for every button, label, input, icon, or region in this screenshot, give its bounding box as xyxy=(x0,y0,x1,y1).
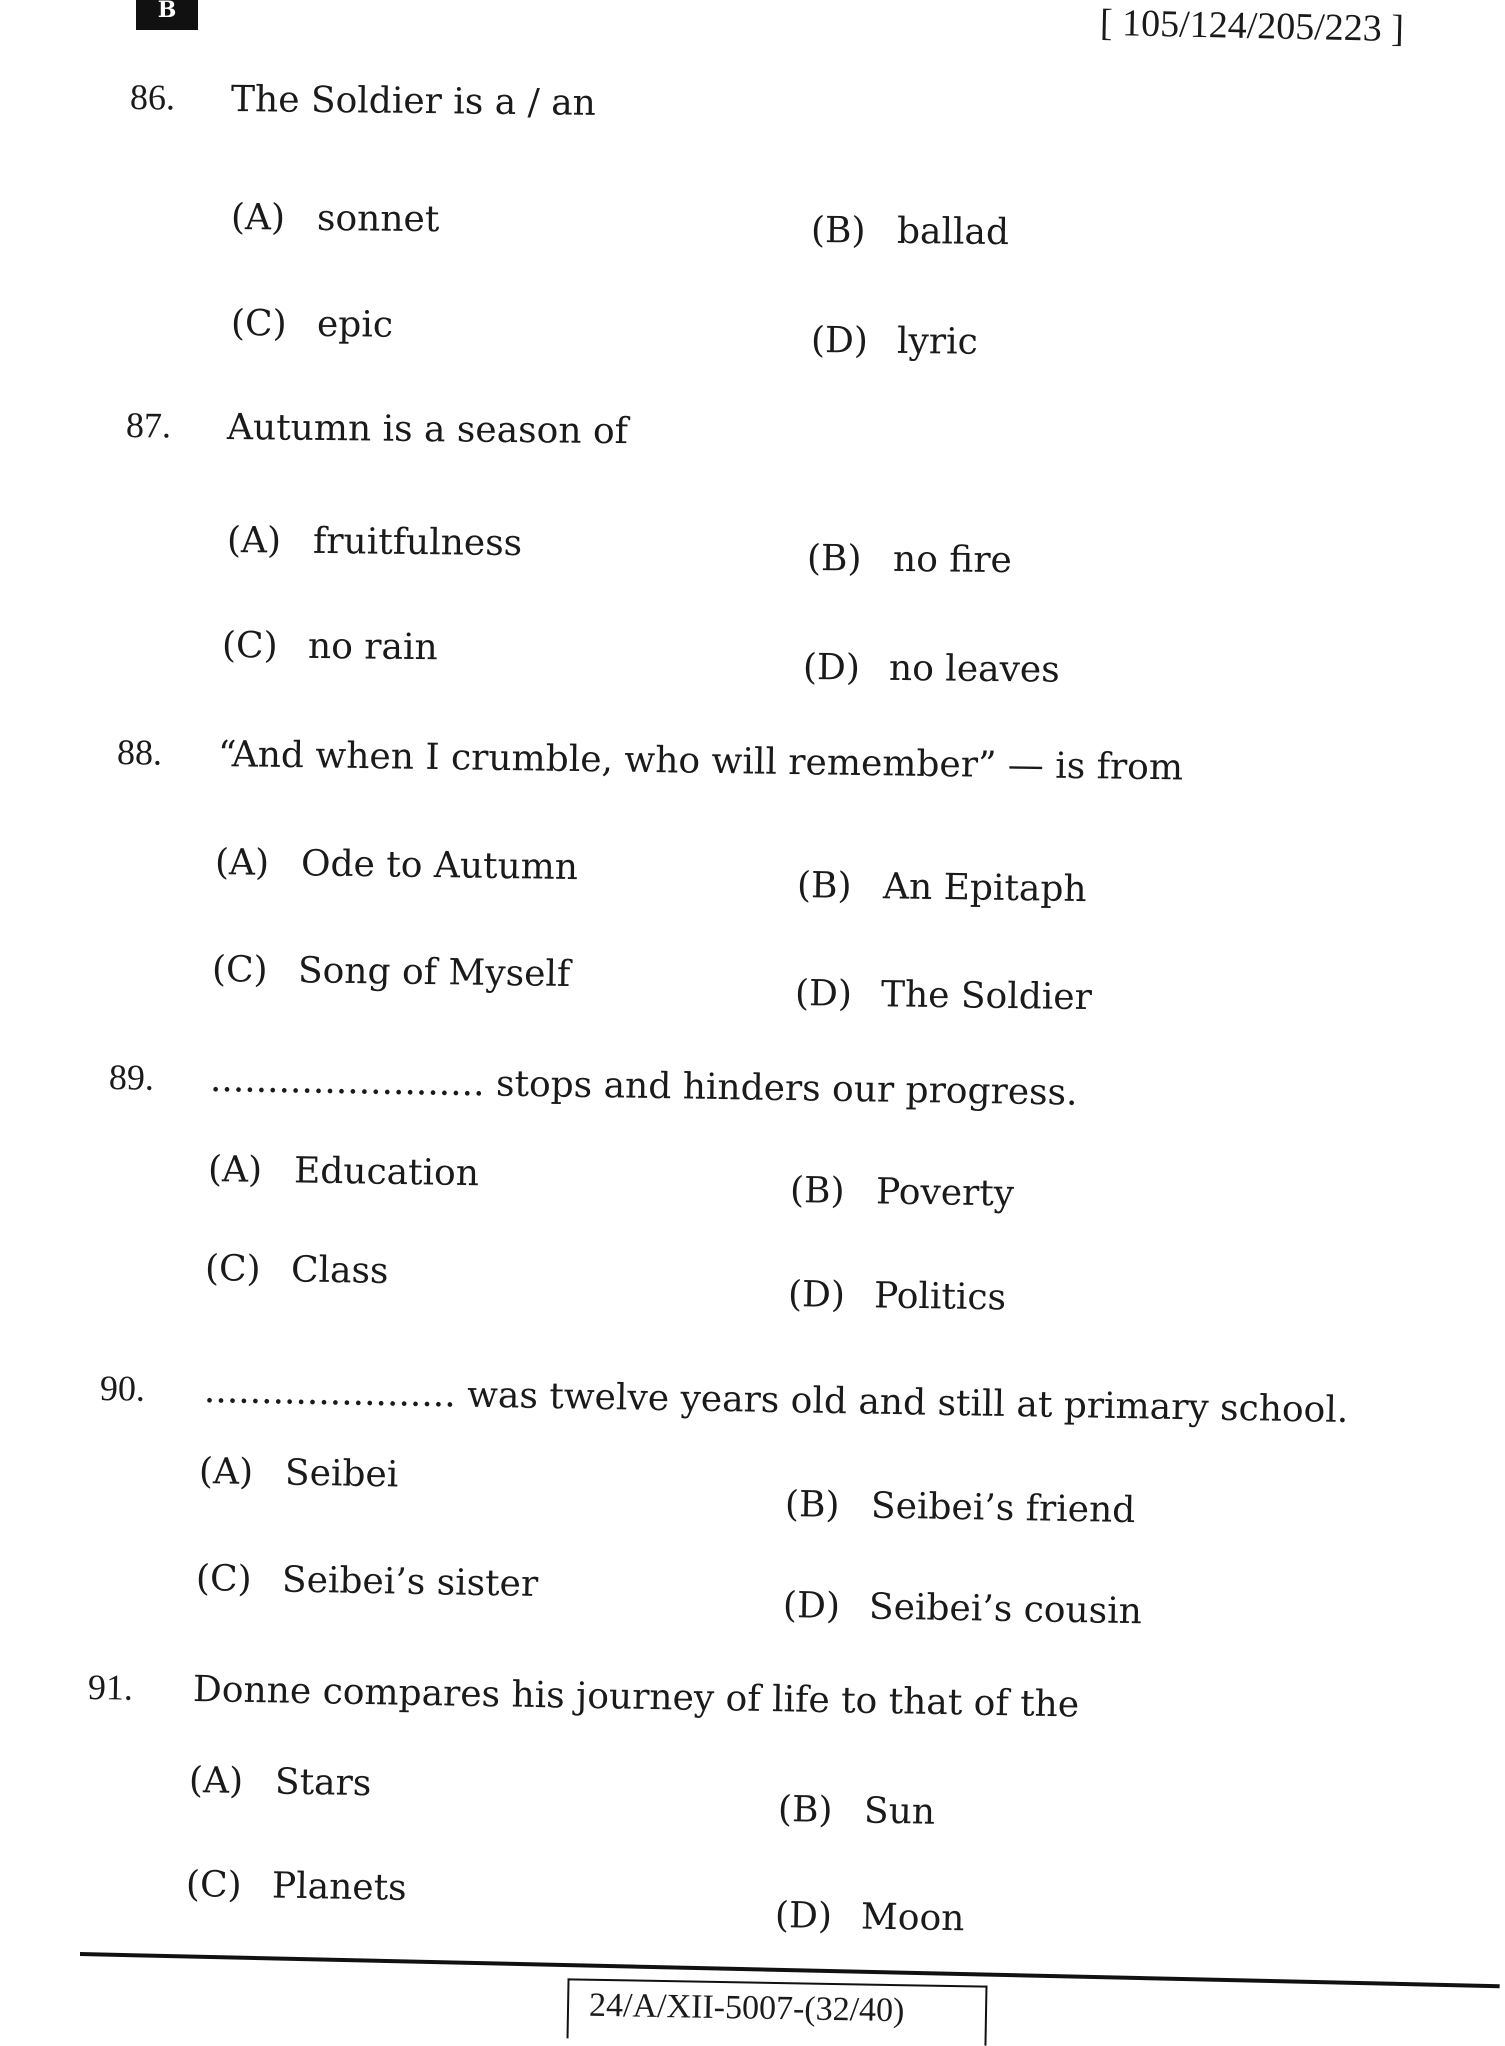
option-text: fruitfulness xyxy=(312,520,523,565)
option-text: Class xyxy=(290,1249,389,1292)
option-a xyxy=(199,1450,399,1497)
option-text: Sun xyxy=(863,1790,936,1833)
option-letter: (A) xyxy=(207,1149,263,1191)
question-number: 90. xyxy=(99,1368,146,1409)
option-letter: (D) xyxy=(787,1274,846,1316)
option-text: Moon xyxy=(860,1896,965,1940)
option-letter: (A) xyxy=(198,1451,254,1493)
option-b xyxy=(785,1483,1136,1533)
question-text: Autumn is a season of xyxy=(226,407,629,453)
option-letter: (A) xyxy=(226,520,282,562)
option-text: The Soldier xyxy=(880,974,1093,1019)
option-b xyxy=(790,1169,1015,1217)
question-text: ........................ stops and hinders our progress. xyxy=(209,1059,1078,1114)
question-number: 86. xyxy=(129,77,176,118)
option-text: Stars xyxy=(274,1761,372,1805)
option-text: sonnet xyxy=(316,197,440,241)
option-letter: (B) xyxy=(796,865,852,907)
option-letter: (D) xyxy=(782,1585,841,1627)
option-text: Planets xyxy=(271,1865,407,1909)
option-a xyxy=(227,519,523,566)
option-text: An Epitaph xyxy=(882,866,1087,911)
option-text: epic xyxy=(316,303,394,346)
option-text: no rain xyxy=(307,625,438,669)
question-text: “And when I crumble, who will remember” — is from xyxy=(217,734,1184,789)
option-b xyxy=(797,864,1087,912)
question-number: 91. xyxy=(87,1667,134,1708)
option-c xyxy=(205,1247,389,1294)
option-text: no leaves xyxy=(888,647,1060,691)
option-letter: (C) xyxy=(230,303,287,345)
option-text: Ode to Autumn xyxy=(300,843,579,889)
option-letter: (C) xyxy=(185,1864,242,1906)
option-a xyxy=(208,1148,480,1196)
option-d xyxy=(788,1273,1007,1320)
option-letter: (B) xyxy=(784,1484,840,1526)
option-letter: (D) xyxy=(774,1895,833,1937)
question-text: The Soldier is a / an xyxy=(230,79,597,124)
option-text: Education xyxy=(293,1150,480,1195)
option-text: Politics xyxy=(873,1275,1007,1319)
option-letter: (C) xyxy=(195,1558,252,1600)
option-text: Seibei’s friend xyxy=(870,1485,1136,1532)
option-c xyxy=(212,948,571,997)
question-text: ...................... was twelve years old and still at primary school. xyxy=(203,1370,1349,1431)
option-letter: (B) xyxy=(777,1789,833,1831)
option-a xyxy=(189,1759,372,1806)
option-c xyxy=(196,1557,539,1607)
option-letter: (A) xyxy=(214,842,270,884)
option-text: Song of Myself xyxy=(297,950,571,996)
option-d xyxy=(803,646,1060,693)
option-c xyxy=(186,1863,407,1911)
option-letter: (D) xyxy=(794,973,853,1015)
option-text: Seibei’s sister xyxy=(281,1559,539,1605)
option-d xyxy=(775,1894,965,1941)
question-number: 88. xyxy=(116,732,163,773)
option-b xyxy=(807,537,1012,583)
option-letter: (D) xyxy=(802,647,861,689)
option-letter: (D) xyxy=(810,320,869,362)
option-d xyxy=(795,972,1092,1020)
option-text: no fire xyxy=(892,538,1013,582)
option-letter: (C) xyxy=(221,625,278,667)
option-c xyxy=(222,624,438,670)
option-d xyxy=(811,319,978,365)
option-text: Seibei’s cousin xyxy=(868,1586,1143,1633)
option-d xyxy=(783,1584,1143,1634)
option-b xyxy=(778,1788,936,1835)
option-a xyxy=(231,196,440,242)
option-text: lyric xyxy=(896,320,978,363)
question-number: 89. xyxy=(108,1057,155,1098)
option-letter: (B) xyxy=(806,538,862,580)
option-text: Poverty xyxy=(875,1171,1015,1215)
question-number: 87. xyxy=(125,405,172,446)
option-letter: (A) xyxy=(230,197,286,239)
option-text: ballad xyxy=(896,210,1010,254)
option-b xyxy=(811,209,1009,255)
option-letter: (B) xyxy=(810,210,866,252)
option-letter: (A) xyxy=(188,1760,244,1802)
option-c xyxy=(231,302,393,348)
set-badge: B xyxy=(136,0,198,30)
question-text: Donne compares his journey of life to that of the xyxy=(192,1669,1080,1726)
paper-code: [ 105/124/205/223 ] xyxy=(1099,1,1405,51)
option-letter: (C) xyxy=(211,949,268,991)
option-a xyxy=(215,841,579,890)
option-text: Seibei xyxy=(284,1452,399,1496)
footer-code: 24/A/XII-5007-(32/40) xyxy=(567,1978,988,2045)
option-letter: (B) xyxy=(789,1170,845,1212)
option-letter: (C) xyxy=(204,1248,261,1290)
